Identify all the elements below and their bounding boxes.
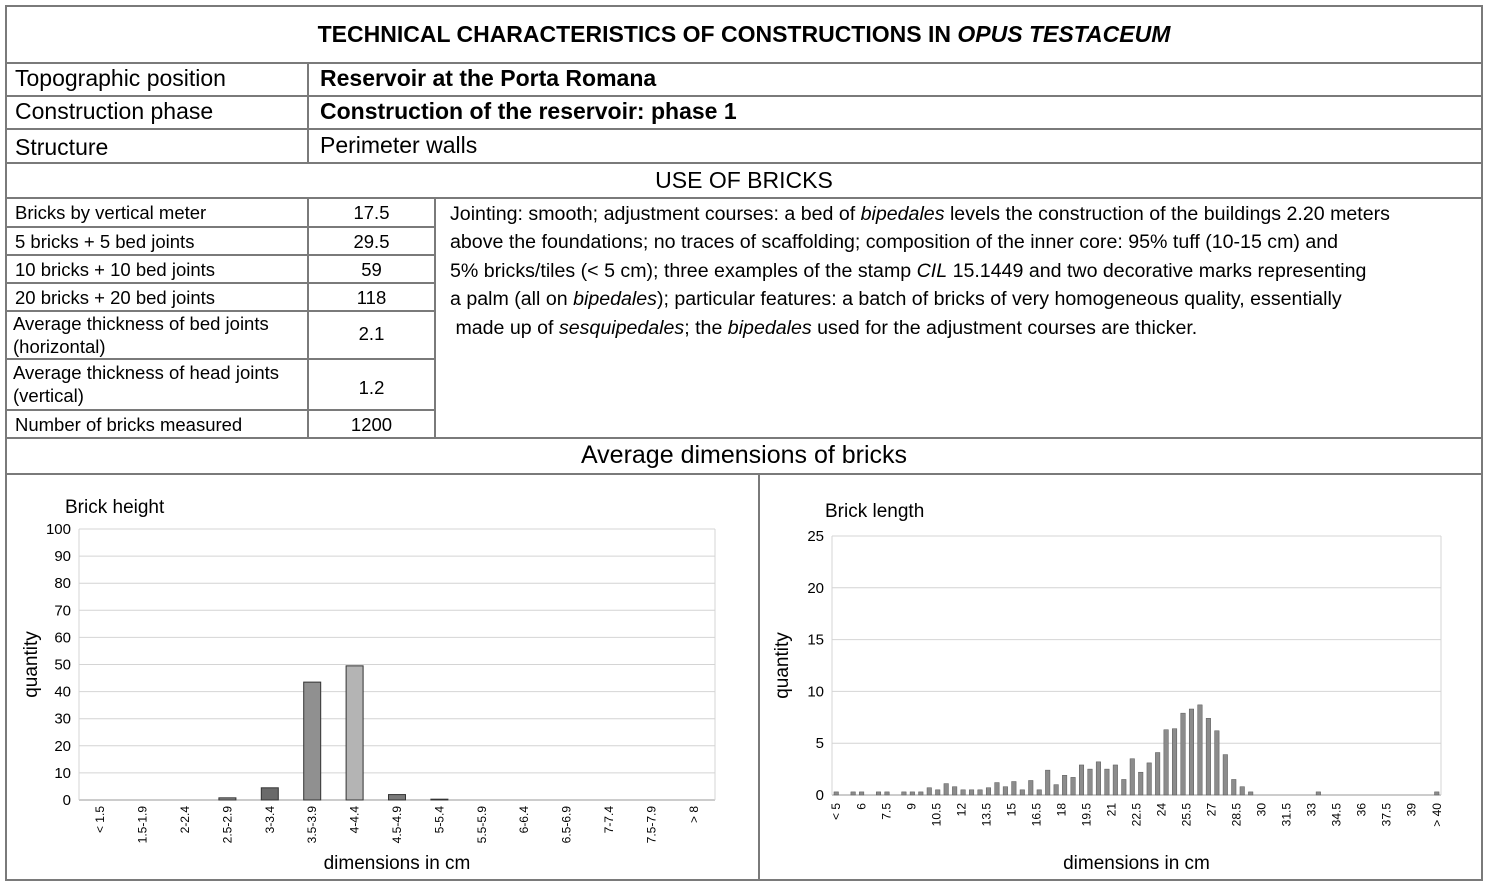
description-text: ); particular features: a batch of bricks of very homogeneous quality, essentially <box>656 288 1342 311</box>
x-tick-label: < 5 <box>829 803 844 821</box>
bar <box>1079 765 1084 795</box>
bar <box>995 783 1000 795</box>
page-title <box>6 6 1482 62</box>
bar <box>961 790 966 795</box>
bar <box>1164 730 1169 795</box>
x-tick-label: 7.5-7.9 <box>644 806 659 844</box>
bar <box>389 795 406 800</box>
y-tick-label: 0 <box>815 787 824 804</box>
table-row-value: 17.5 <box>353 202 390 223</box>
bar <box>1138 772 1143 795</box>
bar <box>1181 713 1186 795</box>
y-tick-label: 0 <box>62 792 71 809</box>
description-line <box>450 228 1480 256</box>
x-tick-label: 39 <box>1404 803 1419 817</box>
chart-title: Brick length <box>825 501 925 522</box>
topographic-position-label: Topographic position <box>15 65 226 91</box>
structure-value: Perimeter walls <box>320 132 478 158</box>
bar <box>902 792 907 795</box>
y-tick-label: 90 <box>54 548 71 566</box>
bar <box>1147 763 1152 795</box>
x-tick-label: 7-7.4 <box>602 806 616 834</box>
description-italic: bipedales <box>573 288 657 311</box>
y-tick-label: 100 <box>45 521 71 538</box>
x-tick-label: 31.5 <box>1279 803 1294 827</box>
y-tick-label: 20 <box>54 737 71 755</box>
x-tick-label: 15 <box>1004 803 1019 817</box>
bar <box>1435 792 1440 795</box>
table-row-label: Average thickness of head joints <box>13 362 280 383</box>
x-tick-label: < 1.5 <box>93 806 108 834</box>
bar <box>935 790 940 795</box>
bar <box>944 784 949 795</box>
bar <box>346 666 363 800</box>
description-line <box>450 257 1480 285</box>
table-row-label: 10 bricks + 10 bed joints <box>15 259 216 280</box>
y-axis-label: quantity <box>21 631 42 698</box>
table-row-label: 20 bricks + 20 bed joints <box>15 287 216 308</box>
bar <box>885 792 889 795</box>
y-tick-label: 70 <box>54 602 71 620</box>
x-tick-label: 33 <box>1304 803 1319 817</box>
y-tick-label: 40 <box>54 683 71 701</box>
bar <box>876 792 881 795</box>
bar <box>1045 770 1050 795</box>
y-tick-label: 5 <box>815 735 824 753</box>
bar <box>910 792 915 795</box>
x-tick-label: 6.5-6.9 <box>559 806 574 844</box>
table-row-label: Average thickness of bed joints <box>13 313 269 334</box>
description-text: ; the <box>684 316 728 339</box>
bar <box>851 792 856 795</box>
description-italic: sesquipedales <box>558 316 685 339</box>
description-italic: CIL <box>916 259 948 282</box>
bar <box>1113 765 1118 795</box>
bar <box>1172 729 1177 795</box>
bar <box>1029 780 1034 795</box>
chart-title: Brick height <box>65 497 165 518</box>
x-tick-label: 27 <box>1204 803 1219 817</box>
bar <box>1223 755 1228 795</box>
x-tick-label: 9 <box>904 803 919 810</box>
table-row-value: 2.1 <box>358 323 385 344</box>
x-tick-label: 21 <box>1104 803 1119 817</box>
y-tick-label: 60 <box>54 629 71 647</box>
table-row-value: 118 <box>356 287 387 308</box>
bar <box>304 682 321 800</box>
bar <box>1189 709 1194 795</box>
y-tick-label: 80 <box>54 575 71 593</box>
table-row-value: 59 <box>361 259 382 280</box>
bar <box>859 792 864 795</box>
table-row-value: 29.5 <box>353 231 390 252</box>
title-prefix: TECHNICAL CHARACTERISTICS OF CONSTRUCTIONS IN <box>317 20 958 47</box>
bar <box>834 792 839 795</box>
topographic-position-value: Reservoir at the Porta Romana <box>320 65 657 91</box>
y-tick-label: 10 <box>807 683 824 701</box>
x-tick-label: 7.5 <box>879 803 894 820</box>
use-of-bricks-heading: USE OF BRICKS <box>655 167 833 193</box>
brick-length-chart <box>760 475 1481 879</box>
bar <box>1155 753 1160 795</box>
description-line <box>450 200 1480 228</box>
bar <box>1215 731 1220 795</box>
table-row-label: (horizontal) <box>13 336 106 357</box>
x-tick-label: 1.5-1.9 <box>135 806 150 844</box>
description-text: Jointing: smooth; adjustment courses: a bed of <box>450 203 861 225</box>
description-italic: bipedales <box>727 316 812 339</box>
x-tick-label: 3.5-3.9 <box>305 806 320 844</box>
description-line <box>450 314 1480 342</box>
x-tick-label: 6 <box>854 803 869 810</box>
x-tick-label: 19.5 <box>1079 803 1094 827</box>
x-tick-label: 3-3.4 <box>262 806 277 834</box>
description-text: a palm (all on <box>450 288 574 311</box>
bar <box>1012 782 1017 795</box>
bar <box>1054 785 1059 795</box>
x-tick-label: 36 <box>1354 803 1369 817</box>
x-tick-label: 28.5 <box>1229 803 1244 827</box>
bar <box>219 798 236 800</box>
table-row-label: Bricks by vertical meter <box>15 202 207 223</box>
y-tick-label: 20 <box>807 579 824 597</box>
x-tick-label: > 40 <box>1429 803 1444 827</box>
description-text: 5% bricks/tiles (< 5 cm); three examples of the stamp <box>450 259 917 282</box>
bar <box>1003 787 1008 795</box>
x-tick-label: > 8 <box>686 806 701 824</box>
table-row-label: 5 bricks + 5 bed joints <box>15 231 195 252</box>
y-tick-label: 30 <box>54 710 71 728</box>
description-text: used for the adjustment courses are thicker. <box>811 316 1198 339</box>
bar <box>969 790 974 795</box>
bar <box>1037 790 1042 795</box>
bar <box>1248 792 1253 795</box>
y-tick-label: 10 <box>54 764 71 782</box>
x-tick-label: 25.5 <box>1179 803 1194 827</box>
bar <box>919 792 924 795</box>
bar <box>1105 769 1110 795</box>
bar <box>1071 777 1076 795</box>
bar <box>261 788 278 800</box>
bar <box>1096 762 1101 795</box>
x-tick-label: 13.5 <box>979 803 994 827</box>
average-dimensions-heading: Average dimensions of bricks <box>580 441 908 469</box>
y-tick-label: 15 <box>807 631 824 649</box>
bar <box>1020 790 1025 795</box>
table-row-label: Number of bricks measured <box>15 414 243 435</box>
bar <box>1316 792 1321 795</box>
table-row-value: 1200 <box>350 414 393 435</box>
brick-height-chart <box>7 475 758 879</box>
x-tick-label: 34.5 <box>1329 803 1344 827</box>
x-tick-label: 37.5 <box>1379 803 1394 827</box>
title-italic: OPUS TESTACEUM <box>957 20 1171 47</box>
y-axis-label: quantity <box>772 632 793 699</box>
bar <box>1240 787 1245 795</box>
bar <box>978 790 983 795</box>
bar <box>1206 718 1211 795</box>
bar <box>1130 759 1135 795</box>
x-tick-label: 16.5 <box>1029 803 1044 827</box>
bar <box>431 799 448 800</box>
construction-phase-value: Construction of the reservoir: phase 1 <box>320 98 737 124</box>
bricks-description <box>450 200 1480 342</box>
x-tick-label: 30 <box>1254 803 1269 817</box>
x-tick-label: 22.5 <box>1129 803 1144 827</box>
x-tick-label: 18 <box>1054 803 1069 817</box>
x-tick-label: 2-2.4 <box>178 806 192 834</box>
x-tick-label: 2.5-2.9 <box>220 806 235 844</box>
description-italic: bipedales <box>860 203 945 225</box>
description-line <box>450 285 1480 313</box>
y-tick-label: 25 <box>807 528 824 545</box>
bar <box>986 788 991 795</box>
bar <box>1232 779 1237 795</box>
x-tick-label: 4-4.4 <box>347 806 362 834</box>
bar <box>952 787 957 795</box>
description-text: levels the construction of the buildings 2.20 meters <box>944 203 1390 225</box>
bar <box>1198 705 1203 795</box>
bar <box>927 788 932 795</box>
bar <box>1062 775 1067 795</box>
x-tick-label: 5-5.4 <box>432 806 447 834</box>
x-axis-label: dimensions in cm <box>323 853 471 874</box>
construction-phase-label: Construction phase <box>15 98 214 124</box>
description-text: made up of <box>450 316 559 339</box>
x-axis-label: dimensions in cm <box>1063 853 1210 874</box>
x-tick-label: 4.5-4.9 <box>390 806 404 844</box>
description-text: 15.1449 and two decorative marks representing <box>947 259 1367 282</box>
bar <box>1088 769 1093 795</box>
x-tick-label: 5.5-5.9 <box>474 806 489 844</box>
y-tick-label: 50 <box>54 656 71 674</box>
x-tick-label: 12 <box>954 803 969 817</box>
bar <box>1122 779 1127 795</box>
table-row-label: (vertical) <box>13 385 84 406</box>
structure-label: Structure <box>15 134 109 160</box>
x-tick-label: 24 <box>1154 803 1169 817</box>
x-tick-label: 6-6.4 <box>517 806 532 834</box>
x-tick-label: 10.5 <box>929 803 944 827</box>
description-text: above the foundations; no traces of scaffolding; composition of the inner core: 95% tuff (10-15 cm) and <box>450 231 1339 254</box>
table-row-value: 1.2 <box>358 377 385 398</box>
